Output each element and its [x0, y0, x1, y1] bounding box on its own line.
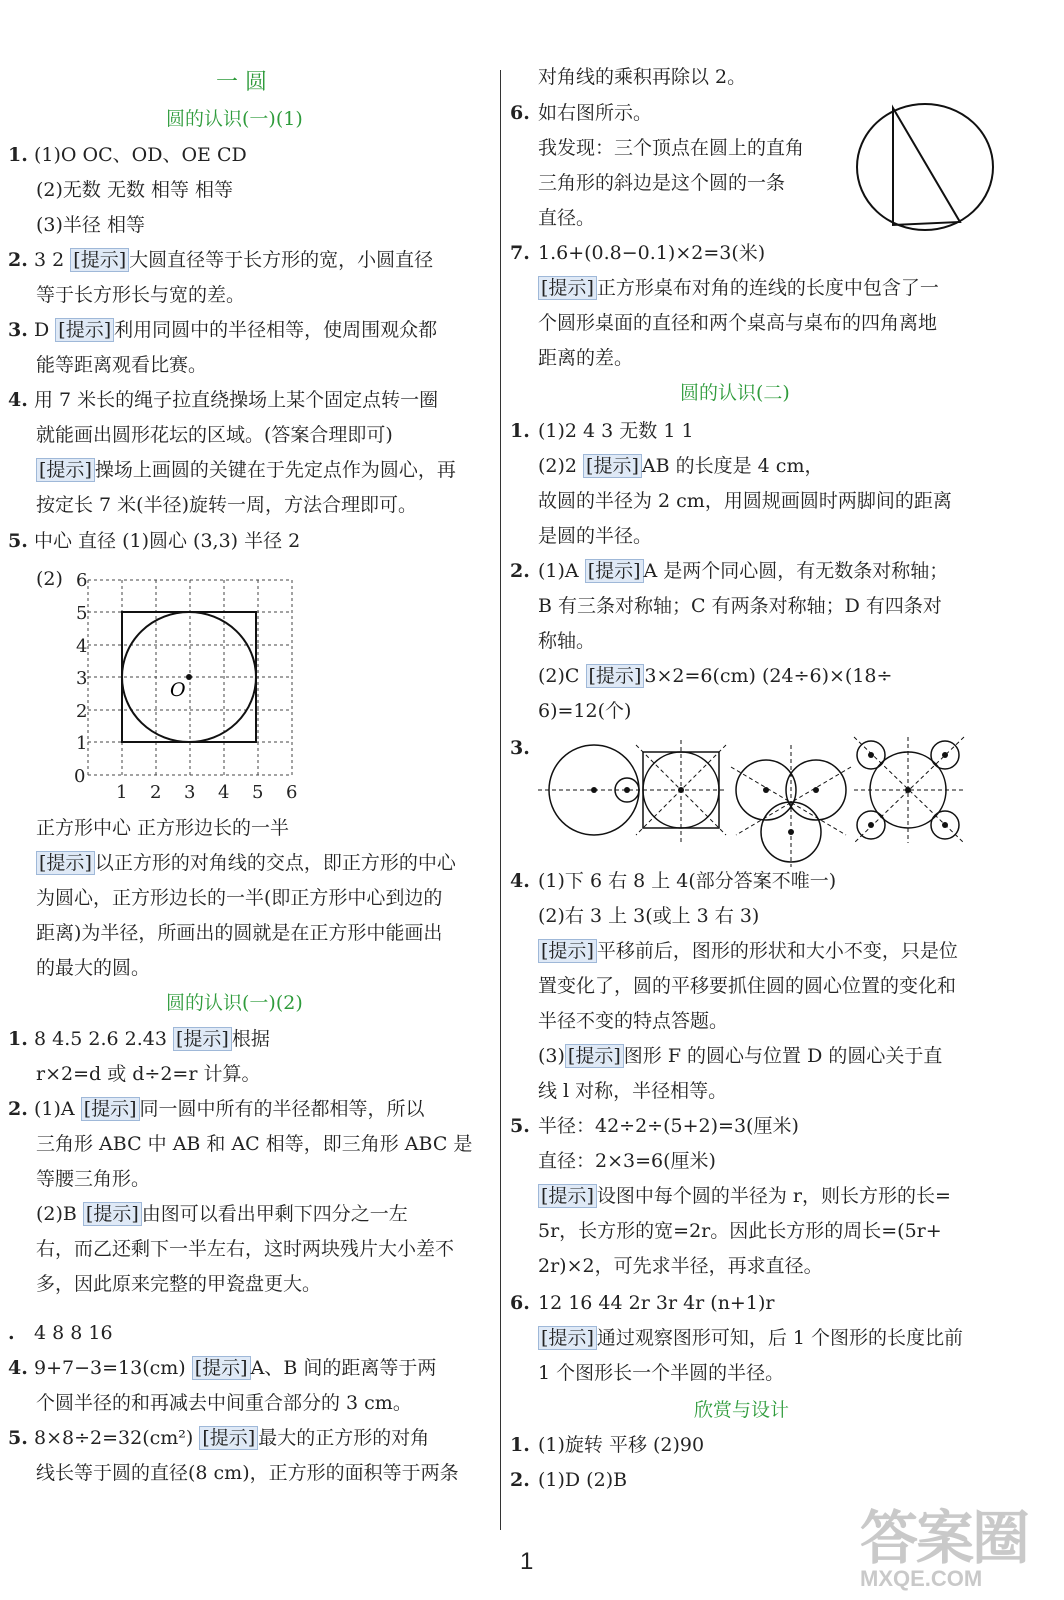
answer-item: . 4 8 8 16 — [8, 1322, 113, 1344]
y-tick: 3 — [76, 668, 88, 689]
answer-item: 5. 半径：42÷2÷(5+2)=3(厘米) — [510, 1115, 799, 1137]
watermark-logo — [860, 1506, 1060, 1600]
hint-badge: [提示] — [586, 664, 645, 688]
hint-badge: [提示] — [83, 1202, 142, 1226]
symmetry-figures — [536, 735, 1000, 870]
answer-item: 1. 8 4.5 2.6 2.43 [提示] 根据 — [8, 1028, 270, 1050]
answer-line: 6)=12(个) — [538, 700, 632, 722]
answer-line: 等于长方形长与宽的差。 — [36, 284, 246, 306]
answer-item: 3. D [提示] 利用同圆中的半径相等，使周围观众都 — [8, 319, 438, 341]
circle-triangle-figure — [850, 100, 1000, 235]
answer-line: r×2=d 或 d÷2=r 计算。 — [36, 1063, 261, 1085]
answer-line: (2)2 [提示] AB 的长度是 4 cm， — [538, 455, 824, 477]
column-divider — [500, 70, 501, 1530]
answer-line: (3)半径 相等 — [36, 214, 145, 236]
hint-badge: [提示] — [173, 1027, 232, 1051]
y-tick: 2 — [76, 701, 88, 722]
answer-line: 半径不变的特点答题。 — [538, 1010, 729, 1032]
hint-badge: [提示] — [36, 851, 95, 875]
hint-badge: [提示] — [565, 1044, 624, 1068]
answer-line: (2)C [提示] 3×2=6(cm) (24÷6)×(18÷ — [538, 665, 893, 687]
center-label: O — [170, 679, 186, 701]
answer-line: 是圆的半径。 — [538, 525, 653, 547]
page-number: 1 — [520, 1548, 534, 1575]
y-tick: 6 — [76, 572, 88, 591]
answer-line: 正方形中心 正方形边长的一半 — [36, 817, 290, 839]
answer-line: 直径。 — [538, 207, 596, 229]
answer-line: 三角形 ABC 中 AB 和 AC 相等，即三角形 ABC 是 — [36, 1133, 473, 1155]
x-tick: 6 — [286, 782, 298, 802]
answer-line: 5r，长方形的宽=2r。因此长方形的周长=(5r+ — [538, 1220, 942, 1242]
answer-line: (2) — [36, 568, 63, 590]
hint-badge: [提示] — [538, 939, 597, 963]
answer-line: 按定长 7 米(半径)旋转一周，方法合理即可。 — [36, 494, 417, 516]
hint-badge: [提示] — [81, 1097, 140, 1121]
x-tick: 2 — [150, 782, 162, 802]
hint-badge: [提示] — [538, 276, 597, 300]
answer-line: 多，因此原来完整的甲瓷盘更大。 — [36, 1273, 322, 1295]
y-tick: 0 — [74, 766, 86, 787]
answer-line: [提示] 正方形桌布对角的连线的长度中包含了一 — [538, 275, 939, 301]
answer-line: 距离的差。 — [538, 347, 634, 369]
subsection-title: 欣赏与设计 — [694, 1399, 790, 1421]
answer-line: 个圆形桌面的直径和两个桌高与桌布的四角离地 — [538, 312, 938, 334]
x-tick: 3 — [184, 782, 196, 802]
answer-item: 2. (1)A [提示] A 是两个同心圆，有无数条对称轴； — [510, 560, 949, 582]
answer-line: B 有三条对称轴；C 有两条对称轴；D 有四条对 — [538, 595, 942, 617]
x-tick: 4 — [218, 782, 230, 802]
answer-line: 故圆的半径为 2 cm，用圆规画圆时两脚间的距离 — [538, 490, 952, 512]
y-tick: 1 — [76, 733, 88, 754]
center-point — [186, 674, 192, 680]
answer-item: 6. 12 16 44 2r 3r 4r (n+1)r — [510, 1292, 775, 1314]
answer-item: 4. (1)下 6 右 8 上 4(部分答案不唯一) — [510, 870, 837, 892]
answer-line: 置变化了，圆的平移要抓住圆的圆心位置的变化和 — [538, 975, 957, 997]
subsection-title: 圆的认识(二) — [680, 382, 790, 404]
hint-badge: [提示] — [55, 318, 114, 342]
answer-line: 对角线的乘积再除以 2。 — [538, 66, 747, 88]
answer-item: 1. (1)2 4 3 无数 1 1 — [510, 420, 694, 442]
answer-item: 2. (1)D (2)B — [510, 1469, 628, 1491]
watermark-url: MXQE.COM — [860, 1566, 983, 1591]
answer-line: [提示] 设图中每个圆的半径为 r，则长方形的长= — [538, 1183, 951, 1209]
hint-badge: [提示] — [583, 454, 642, 478]
answer-line: (3) [提示] 图形 F 的圆心与位置 D 的圆心关于直 — [538, 1045, 943, 1067]
x-tick: 5 — [252, 782, 264, 802]
answer-line: 等腰三角形。 — [36, 1168, 151, 1190]
answer-item: 6. 如右图所示。 — [510, 102, 653, 124]
answer-item: 5. 中心 直径 (1)圆心 (3,3) 半径 2 — [8, 530, 301, 552]
answer-item: 1. (1)旋转 平移 (2)90 — [510, 1434, 705, 1456]
section-title: 一 圆 — [216, 70, 267, 95]
answer-line: (2)右 3 上 3(或上 3 右 3) — [538, 905, 760, 927]
grid-figure — [36, 572, 326, 802]
answer-line: 的最大的圆。 — [36, 957, 151, 979]
answer-line: 个圆半径的和再减去中间重合部分的 3 cm。 — [36, 1392, 412, 1414]
answer-line: 直径：2×3=6(厘米) — [538, 1150, 716, 1172]
answer-line: [提示] 操场上画圆的关键在于先定点作为圆心，再 — [36, 457, 456, 483]
answer-line: 线 l 对称，半径相等。 — [538, 1080, 728, 1102]
answer-item: 2. (1)A [提示] 同一圆中所有的半径都相等，所以 — [8, 1098, 425, 1120]
answer-line: 能等距离观看比赛。 — [36, 354, 208, 376]
answer-item: 4. 9+7−3=13(cm) [提示] A、B 间的距离等于两 — [8, 1357, 437, 1379]
answer-item: 2. 3 2 [提示] 大圆直径等于长方形的宽，小圆直径 — [8, 249, 434, 271]
y-tick: 4 — [76, 636, 88, 657]
hint-badge: [提示] — [192, 1356, 251, 1380]
answer-line: [提示] 以正方形的对角线的交点，即正方形的中心 — [36, 850, 456, 876]
answer-item: 5. 8×8÷2=32(cm²) [提示] 最大的正方形的对角 — [8, 1427, 430, 1449]
answer-line: 我发现：三个顶点在圆上的直角 — [538, 137, 805, 159]
answer-line: 为圆心，正方形边长的一半(即正方形中心到边的 — [36, 887, 443, 909]
subsection-title: 圆的认识(一)(2) — [166, 992, 303, 1014]
answer-line: [提示] 通过观察图形可知，后 1 个图形的长度比前 — [538, 1325, 963, 1351]
answer-line: (2)无数 无数 相等 相等 — [36, 179, 234, 201]
subsection-title: 圆的认识(一)(1) — [166, 108, 303, 130]
answer-line: 线长等于圆的直径(8 cm)，正方形的面积等于两条 — [36, 1462, 459, 1484]
y-tick: 5 — [76, 603, 88, 624]
answer-item: 1. (1)O OC、OD、OE CD — [8, 144, 247, 166]
answer-line: 称轴。 — [538, 630, 596, 652]
hint-badge: [提示] — [70, 248, 129, 272]
answer-line: 右，而乙还剩下一半左右，这时两块残片大小差不 — [36, 1238, 455, 1260]
hint-badge: [提示] — [36, 458, 95, 482]
answer-line: [提示] 平移前后，图形的形状和大小不变，只是位 — [538, 938, 958, 964]
hint-badge: [提示] — [538, 1326, 597, 1350]
answer-item: 4. 用 7 米长的绳子拉直绕操场上某个固定点转一圈 — [8, 389, 439, 411]
answer-line: 三角形的斜边是这个圆的一条 — [538, 172, 786, 194]
answer-line: (2)B [提示] 由图可以看出甲剩下四分之一左 — [36, 1203, 408, 1225]
hint-badge: [提示] — [538, 1184, 597, 1208]
answer-line: 就能画出圆形花坛的区域。(答案合理即可) — [36, 424, 393, 446]
answer-item: 7. 1.6+(0.8−0.1)×2=3(米) — [510, 242, 766, 264]
hint-badge: [提示] — [199, 1426, 258, 1450]
x-tick: 1 — [116, 782, 128, 802]
answer-line: 2r)×2，可先求半径，再求直径。 — [538, 1255, 823, 1277]
hint-badge: [提示] — [585, 559, 644, 583]
watermark-text: 答案圈 — [860, 1506, 1029, 1571]
answer-line: 1 个图形长一个半圆的半径。 — [538, 1362, 785, 1384]
answer-line: 距离)为半径，所画出的圆就是在正方形中能画出 — [36, 922, 443, 944]
